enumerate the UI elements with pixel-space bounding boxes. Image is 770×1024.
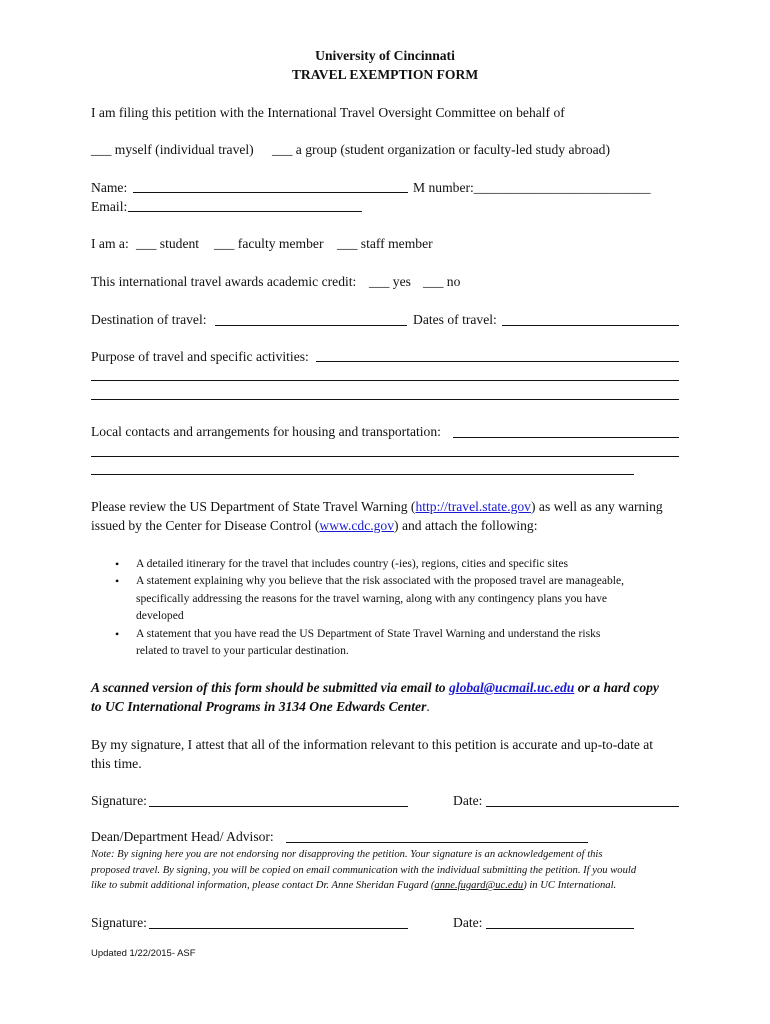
- attest-line-2: this time.: [91, 756, 142, 771]
- bullet-2-line-1: A statement explaining why you believe that the risk associated with the proposed travel are manageable,: [136, 574, 625, 587]
- footer-updated: Updated 1/22/2015- ASF: [91, 948, 196, 959]
- attest-line-1: By my signature, I attest that all of the information relevant to this petition is accurate and up-to-date at: [91, 737, 654, 752]
- note-text: ) in UC International.: [523, 880, 617, 891]
- state-travel-link[interactable]: http://travel.state.gov: [415, 499, 531, 514]
- email-field[interactable]: [128, 211, 362, 212]
- review-line-2: [91, 518, 537, 534]
- role-student-option[interactable]: ___ student: [136, 236, 200, 251]
- purpose-field-line-2[interactable]: [91, 380, 679, 381]
- form-title: TRAVEL EXEMPTION FORM: [291, 67, 479, 82]
- name-field[interactable]: [133, 192, 408, 193]
- purpose-label: Purpose of travel and specific activities:: [91, 349, 309, 364]
- submission-line-1: [91, 680, 659, 696]
- signature-field[interactable]: [149, 806, 408, 807]
- contacts-field-line-3[interactable]: [91, 474, 634, 475]
- dean-label: Dean/Department Head/ Advisor:: [91, 829, 274, 844]
- bullet-2-line-2: specifically addressing the reasons for the travel warning, along with any contingency plans you have: [136, 592, 608, 605]
- contacts-field-line-1[interactable]: [453, 437, 679, 438]
- role-staff-option[interactable]: ___ staff member: [337, 236, 433, 251]
- contacts-label: Local contacts and arrangements for housing and transportation:: [91, 424, 441, 439]
- destination-label: Destination of travel:: [91, 312, 207, 327]
- bullet-3-line-1: A statement that you have read the US Department of State Travel Warning and understand the risks: [136, 627, 601, 640]
- m-number-field[interactable]: M number:__________________________: [413, 180, 651, 195]
- credit-no-option[interactable]: ___ no: [423, 274, 461, 289]
- intro-text: I am filing this petition with the International Travel Oversight Committee on behalf of: [91, 105, 565, 120]
- purpose-field-line-1[interactable]: [316, 361, 679, 362]
- purpose-field-line-3[interactable]: [91, 399, 679, 400]
- review-text: issued by the Center for Disease Control (: [91, 518, 320, 533]
- institution-name: University of Cincinnati: [315, 48, 455, 63]
- role-label: I am a:: [91, 236, 129, 251]
- signature-label: Signature:: [91, 793, 147, 808]
- review-text: ) as well as any warning: [530, 499, 663, 514]
- cdc-link[interactable]: www.cdc.gov: [319, 518, 395, 533]
- date-2-label: Date:: [453, 915, 483, 930]
- date-label: Date:: [453, 793, 483, 808]
- destination-field[interactable]: [215, 325, 407, 326]
- bullet-icon: •: [115, 627, 120, 641]
- fugard-email-link[interactable]: anne.fugard@uc.edu: [434, 880, 524, 891]
- bullet-3-line-2: related to travel to your particular destination.: [136, 644, 349, 657]
- review-text: Please review the US Department of State Travel Warning (: [91, 499, 416, 514]
- dates-field[interactable]: [502, 325, 679, 326]
- review-text: ) and attach the following:: [394, 518, 538, 533]
- date-2-field[interactable]: [486, 928, 634, 929]
- submission-text: A scanned version of this form should be submitted via email to: [91, 680, 449, 695]
- signature-2-field[interactable]: [149, 928, 408, 929]
- review-line-1: [91, 499, 663, 515]
- note-line-1: Note: By signing here you are not endorsing nor disapproving the petition. Your signature is an acknowledgement of this: [91, 849, 603, 860]
- option-myself[interactable]: ___ myself (individual travel): [91, 142, 254, 157]
- note-line-3: [91, 880, 616, 891]
- email-label: Email:: [91, 199, 128, 214]
- option-group[interactable]: ___ a group (student organization or faculty-led study abroad): [272, 142, 610, 157]
- global-email-link[interactable]: global@ucmail.uc.edu: [449, 680, 575, 695]
- submission-line-2: [91, 699, 430, 715]
- submission-text: or a hard copy: [574, 680, 659, 695]
- note-text: like to submit additional information, please contact Dr. Anne Sheridan Fugard (: [91, 880, 435, 891]
- submission-period: .: [426, 699, 430, 714]
- dean-field[interactable]: [286, 842, 588, 843]
- bullet-1-line-1: A detailed itinerary for the travel that includes country (-ies), regions, cities and specific sites: [136, 557, 569, 570]
- role-faculty-option[interactable]: ___ faculty member: [214, 236, 324, 251]
- credit-label: This international travel awards academic credit:: [91, 274, 357, 289]
- bullet-icon: •: [115, 557, 120, 571]
- submission-text: to UC International Programs in 3134 One Edwards Center: [91, 699, 427, 714]
- credit-yes-option[interactable]: ___ yes: [369, 274, 411, 289]
- bullet-icon: •: [115, 574, 120, 588]
- bullet-2-line-3: developed: [136, 609, 184, 622]
- note-line-2: proposed travel. By signing, you will be copied on email communication with the individual submitting the petition. If you would: [91, 865, 637, 876]
- name-label: Name:: [91, 180, 128, 195]
- contacts-field-line-2[interactable]: [91, 456, 679, 457]
- dates-label: Dates of travel:: [413, 312, 497, 327]
- date-field[interactable]: [486, 806, 679, 807]
- signature-2-label: Signature:: [91, 915, 147, 930]
